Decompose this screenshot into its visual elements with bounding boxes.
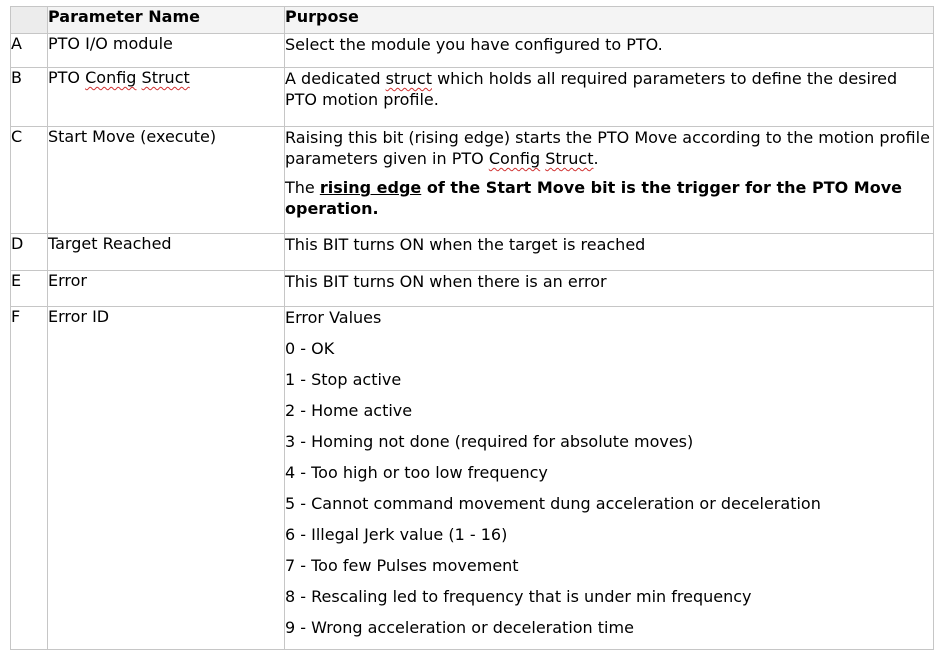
error-value-item: 0 - OK: [285, 339, 335, 358]
parameter-name: Error: [48, 271, 285, 307]
spellcheck-word: Struct: [545, 149, 594, 168]
parameter-purpose: [285, 307, 934, 650]
spellcheck-word: struct: [385, 69, 432, 88]
trigger-note: [285, 177, 933, 219]
table-header-row: [11, 7, 934, 34]
error-value-item: 8 - Rescaling led to frequency that is under min frequency: [285, 587, 752, 606]
parameter-name: PTO I/O module: [48, 34, 285, 68]
header-corner-cell: [11, 7, 48, 34]
purpose-text: .: [593, 149, 599, 168]
parameter-table: [10, 6, 934, 650]
error-value-item: 4 - Too high or too low frequency: [285, 463, 548, 482]
row-letter: E: [11, 271, 48, 307]
purpose-text: A dedicated: [285, 69, 386, 88]
parameter-name: [48, 68, 285, 127]
parameter-purpose: [285, 127, 934, 234]
note-rest: of the Start Move bit is the trigger for the PTO Move operation.: [285, 178, 902, 218]
name-text: PTO: [48, 68, 86, 87]
table-row: [11, 68, 934, 127]
note-lead: The: [285, 178, 320, 197]
table-row: [11, 34, 934, 68]
table-row: [11, 127, 934, 234]
parameter-name: Start Move (execute): [48, 127, 285, 234]
spellcheck-word: Config: [85, 68, 137, 87]
table-row: [11, 271, 934, 307]
error-value-item: 6 - Illegal Jerk value (1 - 16): [285, 525, 508, 544]
error-value-item: 3 - Homing not done (required for absolute moves): [285, 432, 694, 451]
purpose-text: which holds all required parameters to define the desired PTO motion profile.: [285, 69, 898, 109]
error-value-item: 9 - Wrong acceleration or deceleration time: [285, 618, 634, 637]
parameter-purpose: Select the module you have configured to PTO.: [285, 34, 934, 68]
table-row: [11, 234, 934, 271]
row-letter: F: [11, 307, 48, 650]
parameter-purpose: This BIT turns ON when the target is reached: [285, 234, 934, 271]
row-letter: D: [11, 234, 48, 271]
parameter-name: Target Reached: [48, 234, 285, 271]
parameter-purpose: This BIT turns ON when there is an error: [285, 271, 934, 307]
parameter-purpose: [285, 68, 934, 127]
header-parameter-name: Parameter Name: [48, 7, 285, 34]
error-value-item: 7 - Too few Pulses movement: [285, 556, 519, 575]
header-purpose: Purpose: [285, 7, 934, 34]
purpose-paragraph: [285, 127, 933, 169]
spellcheck-word: Config: [488, 149, 541, 168]
parameter-name: Error ID: [48, 307, 285, 650]
error-value-item: 5 - Cannot command movement dung acceleration or deceleration: [285, 494, 821, 513]
row-letter: B: [11, 68, 48, 127]
purpose-text: Raising this bit (rising edge) starts the PTO Move according to the motion profile parameters given in PTO: [285, 128, 930, 168]
error-value-item: 1 - Stop active: [285, 370, 402, 389]
error-values-heading: Error Values: [285, 308, 382, 327]
row-letter: A: [11, 34, 48, 68]
row-letter: C: [11, 127, 48, 234]
error-value-item: 2 - Home active: [285, 401, 413, 420]
note-underlined: rising edge: [319, 178, 422, 197]
spellcheck-word: Struct: [141, 68, 190, 87]
table-row: [11, 307, 934, 650]
